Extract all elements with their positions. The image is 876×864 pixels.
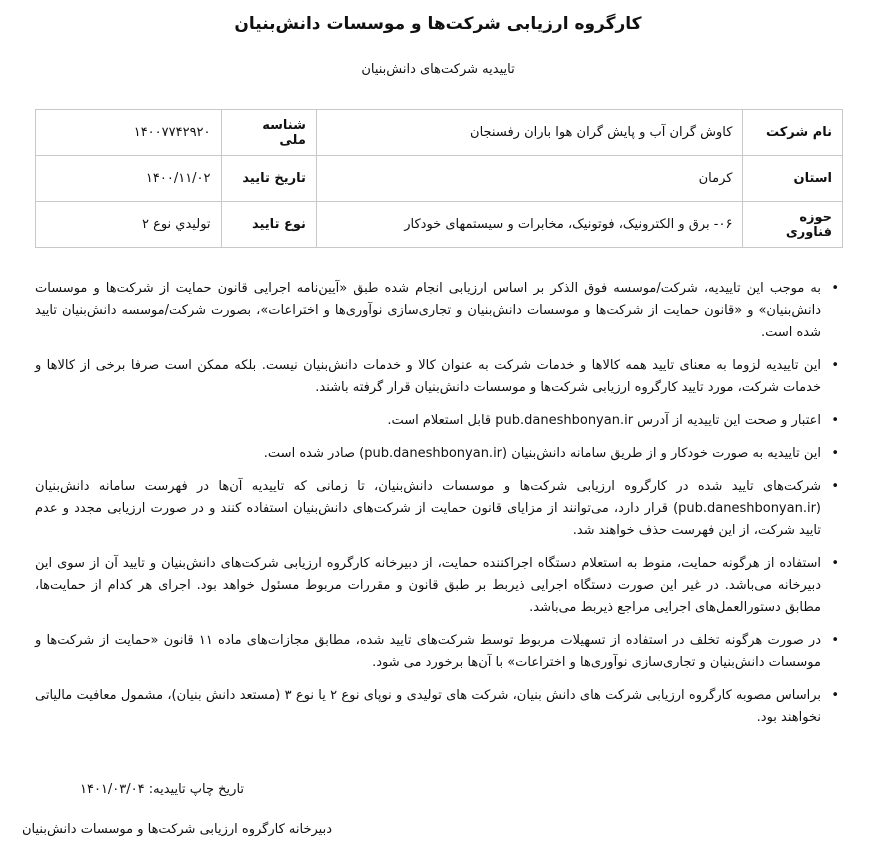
- notes-list: [35, 278, 843, 740]
- approval-date-label: تاریخ تایید: [221, 156, 316, 202]
- list-item: • استفاده از هرگونه حمایت، منوط به استعلام دستگاه اجراکننده حمایت، از دبیرخانه کارگروه ارزیابی شرکت‌های دانش‌بنیان و تایید آن از سوی این دبیرخانه می‌باشد. در غیر این صورت دستگاه اجرایی ذیربط بر طبق قانون و مقررات مربوط مسئول خواهد بود. اجرای هر کدام از حمایت‌ها، مطابق دستورالعمل‌های اجرایی مراجع ذیربط می‌باشد.: [35, 553, 821, 619]
- approval-type-value: توليدي نوع ۲: [36, 202, 222, 248]
- page-title: کارگروه ارزیابی شرکت‌ها و موسسات دانش‌بنیان: [234, 14, 642, 34]
- list-item: • براساس مصوبه کارگروه ارزیابی شرکت های دانش بنیان، شرکت های تولیدی و نوپای نوع ۲ یا نوع ۳ (مستعد دانش بنیان)، مشمول معافیت مالیاتی نخواهند بود.: [35, 685, 821, 729]
- list-item: • اعتبار و صحت این تاییدیه از آدرس pub.daneshbonyan.ir قابل استعلام است.: [35, 410, 821, 432]
- company-info-table: [35, 109, 843, 248]
- province-value: کرمان: [316, 156, 743, 202]
- approval-date-value: ۱۴۰۰/۱۱/۰۲: [36, 156, 222, 202]
- company-name-value: کاوش گران آب و پایش گران هوا باران رفسنجان: [316, 110, 743, 156]
- tech-field-value: ۰۶- برق و الکترونیک، فوتونیک، مخابرات و سیستمهای خودکار: [316, 202, 743, 248]
- table-row: [36, 202, 843, 248]
- approval-type-label: نوع تایید: [221, 202, 316, 248]
- national-id-value: ۱۴۰۰۷۷۴۲۹۲۰: [36, 110, 222, 156]
- list-item: • این تاییدیه به صورت خودکار و از طریق سامانه دانش‌بنیان (pub.daneshbonyan.ir) صادر شده است.: [35, 443, 821, 465]
- secretariat-footer: دبیرخانه کارگروه ارزیابی شرکت‌ها و موسسات دانش‌بنیان: [22, 822, 333, 837]
- page-subtitle: تاییدیه شرکت‌های دانش‌بنیان: [361, 62, 515, 77]
- province-label: استان: [743, 156, 843, 202]
- tech-field-label: حوزه فناوری: [743, 202, 843, 248]
- list-item: • شرکت‌های تایید شده در کارگروه ارزیابی شرکت‌ها و موسسات دانش‌بنیان، تا زمانی که تاییدیه آن‌ها در فهرست سامانه دانش‌بنیان (pub.daneshbonyan.ir) قرار دارد، می‌توانند از مزایای قانون حمایت از شرکت‌های دانش‌بنیان استفاده کنند و در صورت ارزیابی مجدد و عدم تایید شرکت، از این فهرست حذف خواهند شد.: [35, 476, 821, 542]
- table-row: [36, 156, 843, 202]
- table-row: [36, 110, 843, 156]
- print-date: تاریخ چاپ تاییدیه: ۱۴۰۱/۰۳/۰۴: [80, 782, 245, 797]
- list-item: • در صورت هرگونه تخلف در استفاده از تسهیلات مربوط توسط شرکت‌های تایید شده، مطابق مجازات‌های ماده ۱۱ قانون «حمایت از شرکت‌ها و موسسات دانش‌بنیان و تجاری‌سازی نوآوری‌ها و اختراعات» با آن‌ها برخورد می شود.: [35, 630, 821, 674]
- list-item: • این تاییدیه لزوما به معنای تایید همه کالاها و خدمات شرکت به عنوان کالا و خدمات دانش‌بنیان نیست. بلکه ممکن است صرفا برخی از کالاها و خدمات شرکت، مورد تایید کارگروه ارزیابی شرکت‌ها و موسسات دانش‌بنیان قرار گرفته باشند.: [35, 355, 821, 399]
- national-id-label: شناسه ملی: [221, 110, 316, 156]
- company-name-label: نام شرکت: [743, 110, 843, 156]
- list-item: • به موجب این تاییدیه، شرکت/موسسه فوق الذکر بر اساس ارزیابی انجام شده طبق «آیین‌نامه اجرایی قانون حمایت از شرکت‌ها و موسسات دانش‌بنیان» و «قانون حمایت از شرکت‌ها و موسسات دانش‌بنیان و تجاری‌سازی نوآوری‌ها و اختراعات»، بصورت شرکت/موسسه دانش‌بنیان تایید شده است.: [35, 278, 821, 344]
